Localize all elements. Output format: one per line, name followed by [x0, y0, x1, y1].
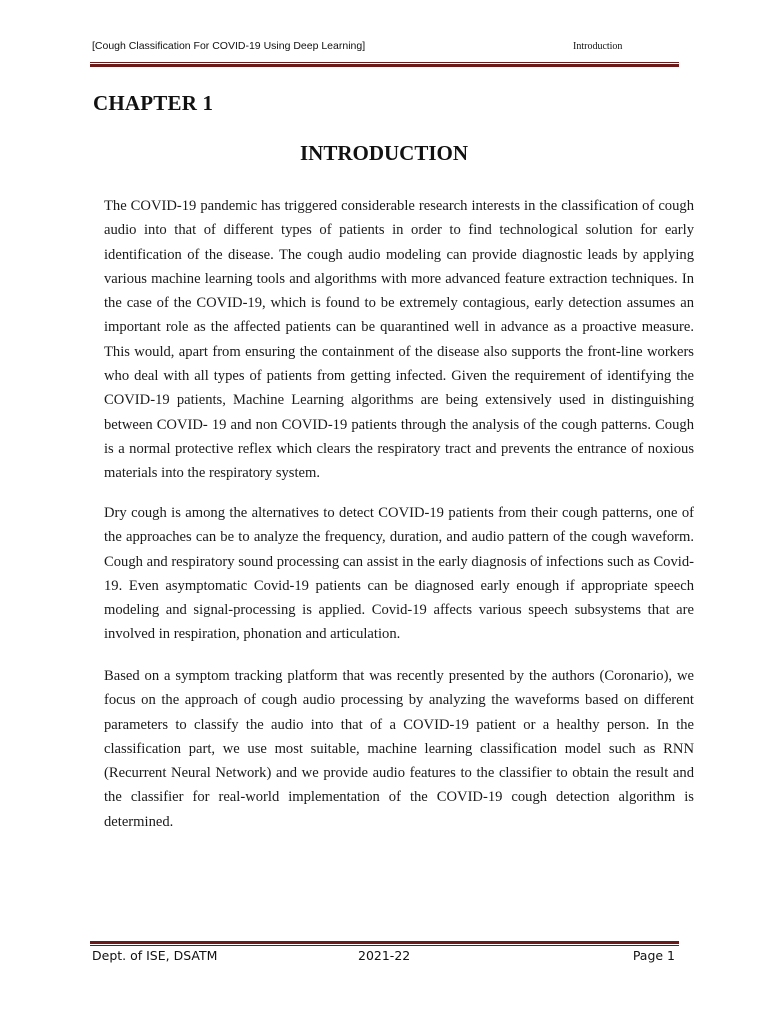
chapter-label: CHAPTER 1	[93, 91, 214, 115]
footer-rule-thin	[90, 945, 679, 946]
footer-year: 2021-22	[358, 948, 411, 963]
footer-department: Dept. of ISE, DSATM	[92, 948, 218, 963]
paragraph-3: Based on a symptom tracking platform that was recently presented by the authors (Coronario), we focus on the approach of cough audio processing by analyzing the waveforms based on different parameters to classify the audio into that of a COVID-19 patient or a healthy person. In the classification part, we use most suitable, machine learning classification model such as RNN (Recurrent Neural Network) and we provide audio features to the classifier to obtain the result and the classifier for real-world implementation of the COVID-19 cough detection algorithm is determined.	[104, 668, 694, 830]
header-document-title: [Cough Classification For COVID-19 Using Deep Learning]	[92, 40, 366, 52]
footer-rule-thick	[90, 941, 679, 944]
header-rule-thick	[90, 64, 679, 67]
paragraph-1: The COVID-19 pandemic has triggered considerable research interests in the classification of cough audio into that of different types of patients in order to find technological solution for early identification of the disease. The cough audio modeling can provide diagnostic leads by applying various machine learning tools and algorithms with more advanced feature extraction techniques. In the case of the COVID-19, which is found to be extremely contagious, early detection assumes an important role as the affected patients can be quarantined well in advance as a proactive measure. This would, apart from ensuring the containment of the disease also supports the front-line workers who deal with all types of patients from getting infected. Given the requirement of identifying the COVID-19 patients, Machine Learning algorithms are being extensively used in distinguishing between COVID- 19 and non COVID-19 patients through the analysis of the cough patterns. Cough is a normal protective reflex which clears the respiratory tract and prevents the entrance of noxious materials into the respiratory system.	[104, 198, 694, 482]
footer-page-number: Page 1	[632, 948, 675, 963]
header-section-name: Introduction	[573, 41, 623, 52]
header-rule-thin	[90, 62, 679, 63]
paragraph-2: Dry cough is among the alternatives to detect COVID-19 patients from their cough patterns, one of the approaches can be to analyze the frequency, duration, and audio pattern of the cough waveform. Cough and respiratory sound processing can assist in the early diagnosis of infections such as Covid-19. Even asymptomatic Covid-19 patients can be diagnosed early enough if appropriate speech modeling and signal-processing is applied. Covid-19 affects various speech subsystems that are involved in respiration, phonation and articulation.	[104, 505, 694, 643]
section-title: INTRODUCTION	[299, 141, 469, 165]
